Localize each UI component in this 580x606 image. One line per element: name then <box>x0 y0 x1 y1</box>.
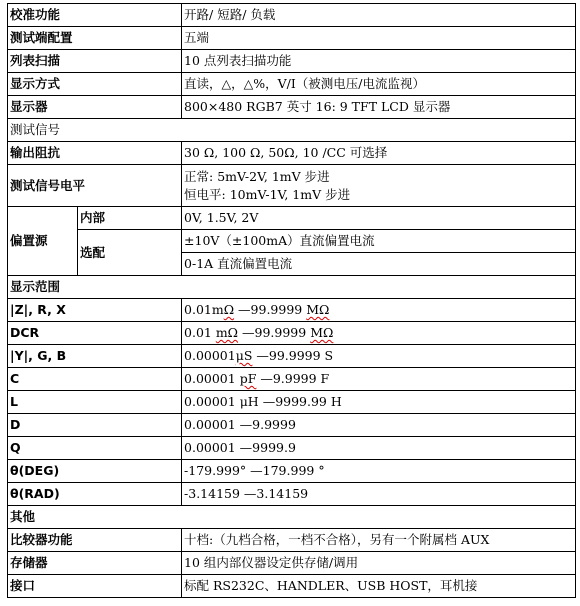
range-label: DCR <box>8 322 182 345</box>
spec-value: 标配 RS232C、HANDLER、USB HOST，耳机接 <box>182 575 576 598</box>
range-min: 0.01 <box>184 325 216 340</box>
section-heading: 测试信号 <box>8 119 576 142</box>
bias-option-value: ±10V（±100mA）直流偏置电流 <box>182 230 576 253</box>
spec-value: 10 点列表扫描功能 <box>182 50 576 73</box>
spec-row-list-sweep <box>8 50 576 73</box>
range-row <box>8 299 576 322</box>
range-unit-min: mΩ <box>215 325 239 340</box>
spec-row-signal-level <box>8 165 576 207</box>
range-value: -179.999° —179.999 ° <box>182 460 576 483</box>
signal-level-normal: 正常: 5mV-2V, 1mV 步进 <box>184 168 330 184</box>
spec-label: 输出阻抗 <box>8 142 182 165</box>
section-heading-display-range <box>8 276 576 299</box>
spec-value: 十档:（九档合格，一档不合格），另有一个附属档 AUX <box>182 529 576 552</box>
spec-row-comparator <box>8 529 576 552</box>
range-row <box>8 460 576 483</box>
spec-row-display <box>8 96 576 119</box>
range-unit-min: μH <box>239 394 259 409</box>
spec-label: 接口 <box>8 575 182 598</box>
range-label: L <box>8 391 182 414</box>
range-unit-min: Ω <box>223 302 235 317</box>
spec-row-bias-option-1 <box>8 230 576 253</box>
range-row <box>8 322 576 345</box>
range-value: 0.00001 —9999.9 <box>182 437 576 460</box>
range-max: —99.9999 S <box>252 348 334 363</box>
range-label: Q <box>8 437 182 460</box>
spec-row-bias-internal <box>8 207 576 230</box>
range-row <box>8 483 576 506</box>
range-row <box>8 414 576 437</box>
range-value <box>182 391 576 414</box>
range-row <box>8 368 576 391</box>
range-row <box>8 391 576 414</box>
range-row <box>8 345 576 368</box>
range-unit-min: pF <box>239 371 257 386</box>
range-min: 0.01m <box>184 302 224 317</box>
bias-label: 偏置源 <box>8 207 78 276</box>
spec-value: 10 组内部仪器设定供存储/调用 <box>182 552 576 575</box>
spec-label: 列表扫描 <box>8 50 182 73</box>
range-label: C <box>8 368 182 391</box>
range-value <box>182 345 576 368</box>
bias-internal-label: 内部 <box>78 207 182 230</box>
spec-table <box>7 3 576 598</box>
spec-label: 比较器功能 <box>8 529 182 552</box>
range-value <box>182 299 576 322</box>
spec-row-terminal <box>8 27 576 50</box>
spec-row-calibration <box>8 4 576 27</box>
spec-value <box>182 165 576 207</box>
range-min: 0.00001 <box>184 371 240 386</box>
spec-value: 五端 <box>182 27 576 50</box>
section-heading: 显示范围 <box>8 276 576 299</box>
spec-label: 显示方式 <box>8 73 182 96</box>
range-min: 0.00001 <box>184 394 240 409</box>
spec-label: 测试端配置 <box>8 27 182 50</box>
section-heading-other <box>8 506 576 529</box>
range-unit-max: MΩ <box>306 302 330 317</box>
range-max: —9.9999 F <box>256 371 330 386</box>
range-label: θ(DEG) <box>8 460 182 483</box>
range-value: 0.00001 —9.9999 <box>182 414 576 437</box>
range-label: |Y|, G, B <box>8 345 182 368</box>
bias-internal-value: 0V, 1.5V, 2V <box>182 207 576 230</box>
range-row <box>8 437 576 460</box>
range-unit-min: μS <box>235 348 253 363</box>
bias-option-value: 0-1A 直流偏置电流 <box>182 253 576 276</box>
range-unit-max: MΩ <box>310 325 334 340</box>
spec-value: 800×480 RGB7 英寸 16: 9 TFT LCD 显示器 <box>182 96 576 119</box>
range-value: -3.14159 —3.14159 <box>182 483 576 506</box>
range-value <box>182 322 576 345</box>
spec-row-memory <box>8 552 576 575</box>
spec-row-interface <box>8 575 576 598</box>
spec-row-output-impedance <box>8 142 576 165</box>
spec-value: 30 Ω, 100 Ω, 50Ω, 10 /CC 可选择 <box>182 142 576 165</box>
spec-table-wrapper <box>7 3 576 598</box>
spec-value: 直读，△，△%，V/I（被测电压/电流监视） <box>182 73 576 96</box>
spec-label: 存储器 <box>8 552 182 575</box>
section-heading: 其他 <box>8 506 576 529</box>
bias-option-label: 选配 <box>78 230 182 276</box>
section-heading-test-signal <box>8 119 576 142</box>
range-min: 0.00001 <box>184 348 236 363</box>
range-label: |Z|, R, X <box>8 299 182 322</box>
range-value <box>182 368 576 391</box>
signal-level-constant: 恒电平: 10mV-1V, 1mV 步进 <box>184 186 351 202</box>
range-label: D <box>8 414 182 437</box>
spec-label: 测试信号电平 <box>8 165 182 207</box>
range-max: —99.9999 <box>238 325 311 340</box>
spec-label: 校准功能 <box>8 4 182 27</box>
spec-label: 显示器 <box>8 96 182 119</box>
range-max: —99.9999 <box>234 302 307 317</box>
range-max: —9999.99 H <box>258 394 342 409</box>
spec-row-display-mode <box>8 73 576 96</box>
range-label: θ(RAD) <box>8 483 182 506</box>
spec-value: 开路/ 短路/ 负载 <box>182 4 576 27</box>
